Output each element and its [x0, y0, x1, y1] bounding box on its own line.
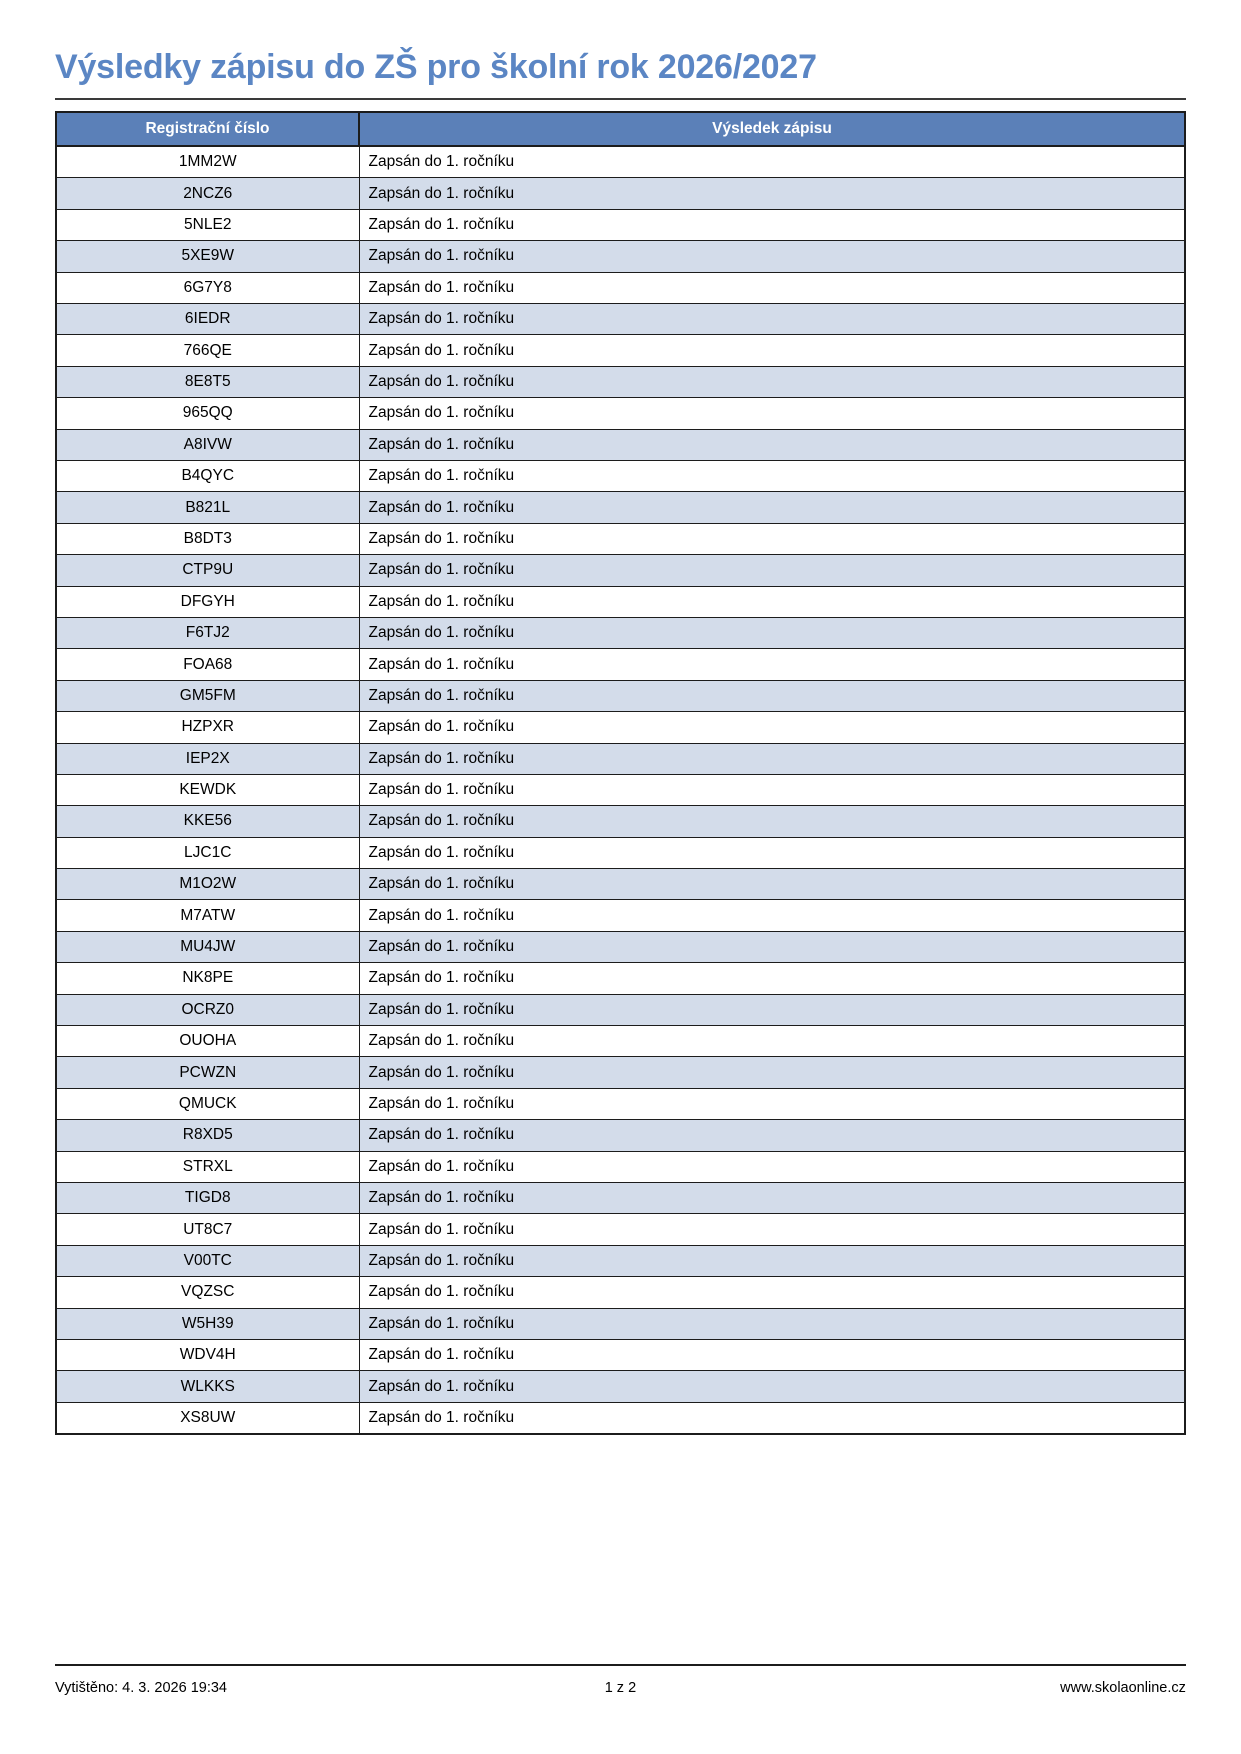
cell-result: Zapsán do 1. ročníku: [359, 1182, 1185, 1213]
page-footer: [55, 1664, 1186, 1696]
table-row: [56, 1402, 1185, 1434]
column-header-result: Výsledek zápisu: [359, 112, 1185, 146]
cell-result: Zapsán do 1. ročníku: [359, 1120, 1185, 1151]
table-row: [56, 523, 1185, 554]
cell-registration-number: WDV4H: [56, 1339, 359, 1370]
cell-result: Zapsán do 1. ročníku: [359, 680, 1185, 711]
table-row: [56, 209, 1185, 240]
table-row: [56, 146, 1185, 178]
table-row: [56, 461, 1185, 492]
table-row: [56, 492, 1185, 523]
table-row: [56, 304, 1185, 335]
cell-registration-number: 965QQ: [56, 398, 359, 429]
cell-registration-number: WLKKS: [56, 1371, 359, 1402]
table-row: [56, 1245, 1185, 1276]
cell-result: Zapsán do 1. ročníku: [359, 241, 1185, 272]
table-row: [56, 931, 1185, 962]
cell-result: Zapsán do 1. ročníku: [359, 617, 1185, 648]
table-row: [56, 1214, 1185, 1245]
cell-result: Zapsán do 1. ročníku: [359, 1057, 1185, 1088]
table-row: [56, 774, 1185, 805]
cell-registration-number: M1O2W: [56, 869, 359, 900]
table-row: [56, 429, 1185, 460]
table-row: [56, 1277, 1185, 1308]
cell-result: Zapsán do 1. ročníku: [359, 806, 1185, 837]
table-row: [56, 869, 1185, 900]
table-row: [56, 900, 1185, 931]
cell-result: Zapsán do 1. ročníku: [359, 1026, 1185, 1057]
cell-registration-number: W5H39: [56, 1308, 359, 1339]
cell-registration-number: R8XD5: [56, 1120, 359, 1151]
table-row: [56, 649, 1185, 680]
cell-result: Zapsán do 1. ročníku: [359, 869, 1185, 900]
cell-registration-number: TIGD8: [56, 1182, 359, 1213]
cell-result: Zapsán do 1. ročníku: [359, 931, 1185, 962]
table-row: [56, 1057, 1185, 1088]
cell-registration-number: DFGYH: [56, 586, 359, 617]
cell-registration-number: STRXL: [56, 1151, 359, 1182]
table-row: [56, 241, 1185, 272]
cell-registration-number: 8E8T5: [56, 366, 359, 397]
cell-result: Zapsán do 1. ročníku: [359, 398, 1185, 429]
footer-divider: [55, 1664, 1186, 1666]
cell-result: Zapsán do 1. ročníku: [359, 649, 1185, 680]
cell-result: Zapsán do 1. ročníku: [359, 774, 1185, 805]
table-row: [56, 963, 1185, 994]
cell-result: Zapsán do 1. ročníku: [359, 178, 1185, 209]
table-row: [56, 335, 1185, 366]
table-row: [56, 994, 1185, 1025]
cell-registration-number: XS8UW: [56, 1402, 359, 1434]
cell-registration-number: 5XE9W: [56, 241, 359, 272]
cell-result: Zapsán do 1. ročníku: [359, 272, 1185, 303]
cell-registration-number: GM5FM: [56, 680, 359, 711]
cell-result: Zapsán do 1. ročníku: [359, 1245, 1185, 1276]
table-row: [56, 586, 1185, 617]
table-row: [56, 1182, 1185, 1213]
table-row: [56, 178, 1185, 209]
table-row: [56, 398, 1185, 429]
cell-result: Zapsán do 1. ročníku: [359, 743, 1185, 774]
cell-result: Zapsán do 1. ročníku: [359, 1339, 1185, 1370]
cell-result: Zapsán do 1. ročníku: [359, 523, 1185, 554]
cell-registration-number: KEWDK: [56, 774, 359, 805]
cell-registration-number: V00TC: [56, 1245, 359, 1276]
cell-result: Zapsán do 1. ročníku: [359, 963, 1185, 994]
cell-registration-number: 5NLE2: [56, 209, 359, 240]
cell-result: Zapsán do 1. ročníku: [359, 1151, 1185, 1182]
cell-registration-number: 2NCZ6: [56, 178, 359, 209]
cell-registration-number: IEP2X: [56, 743, 359, 774]
cell-result: Zapsán do 1. ročníku: [359, 900, 1185, 931]
table-row: [56, 1120, 1185, 1151]
cell-registration-number: M7ATW: [56, 900, 359, 931]
cell-result: Zapsán do 1. ročníku: [359, 1371, 1185, 1402]
cell-registration-number: 766QE: [56, 335, 359, 366]
cell-registration-number: 1MM2W: [56, 146, 359, 178]
cell-result: Zapsán do 1. ročníku: [359, 335, 1185, 366]
enrollment-results-table: [55, 111, 1186, 1435]
title-divider: [55, 98, 1186, 100]
cell-result: Zapsán do 1. ročníku: [359, 994, 1185, 1025]
cell-result: Zapsán do 1. ročníku: [359, 1088, 1185, 1119]
cell-result: Zapsán do 1. ročníku: [359, 429, 1185, 460]
cell-registration-number: B8DT3: [56, 523, 359, 554]
cell-registration-number: UT8C7: [56, 1214, 359, 1245]
page-title: Výsledky zápisu do ZŠ pro školní rok 2026/2027: [55, 48, 817, 86]
table-row: [56, 555, 1185, 586]
cell-result: Zapsán do 1. ročníku: [359, 492, 1185, 523]
column-header-registration-number: Registrační číslo: [56, 112, 359, 146]
cell-registration-number: CTP9U: [56, 555, 359, 586]
table-row: [56, 272, 1185, 303]
cell-result: Zapsán do 1. ročníku: [359, 837, 1185, 868]
cell-result: Zapsán do 1. ročníku: [359, 146, 1185, 178]
cell-registration-number: QMUCK: [56, 1088, 359, 1119]
cell-result: Zapsán do 1. ročníku: [359, 461, 1185, 492]
table-row: [56, 712, 1185, 743]
table-row: [56, 806, 1185, 837]
cell-result: Zapsán do 1. ročníku: [359, 366, 1185, 397]
cell-registration-number: FOA68: [56, 649, 359, 680]
footer-page-number: 1 z 2: [604, 1680, 637, 1696]
cell-result: Zapsán do 1. ročníku: [359, 1277, 1185, 1308]
cell-registration-number: B4QYC: [56, 461, 359, 492]
cell-result: Zapsán do 1. ročníku: [359, 209, 1185, 240]
table-row: [56, 366, 1185, 397]
cell-registration-number: OUOHA: [56, 1026, 359, 1057]
cell-result: Zapsán do 1. ročníku: [359, 712, 1185, 743]
cell-result: Zapsán do 1. ročníku: [359, 1308, 1185, 1339]
cell-registration-number: VQZSC: [56, 1277, 359, 1308]
cell-registration-number: B821L: [56, 492, 359, 523]
cell-result: Zapsán do 1. ročníku: [359, 1214, 1185, 1245]
table-row: [56, 1026, 1185, 1057]
table-row: [56, 1371, 1185, 1402]
cell-registration-number: 6IEDR: [56, 304, 359, 335]
table-row: [56, 1339, 1185, 1370]
cell-result: Zapsán do 1. ročníku: [359, 1402, 1185, 1434]
cell-registration-number: LJC1C: [56, 837, 359, 868]
cell-registration-number: KKE56: [56, 806, 359, 837]
table-row: [56, 1151, 1185, 1182]
cell-registration-number: F6TJ2: [56, 617, 359, 648]
table-row: [56, 1308, 1185, 1339]
cell-registration-number: MU4JW: [56, 931, 359, 962]
cell-result: Zapsán do 1. ročníku: [359, 555, 1185, 586]
table-header: [56, 112, 1185, 146]
footer-printed-timestamp: Vytištěno: 4. 3. 2026 19:34: [55, 1680, 227, 1696]
table-row: [56, 743, 1185, 774]
cell-registration-number: PCWZN: [56, 1057, 359, 1088]
cell-result: Zapsán do 1. ročníku: [359, 304, 1185, 335]
table-row: [56, 617, 1185, 648]
cell-registration-number: OCRZ0: [56, 994, 359, 1025]
table-row: [56, 1088, 1185, 1119]
cell-registration-number: HZPXR: [56, 712, 359, 743]
cell-result: Zapsán do 1. ročníku: [359, 586, 1185, 617]
cell-registration-number: 6G7Y8: [56, 272, 359, 303]
table-row: [56, 837, 1185, 868]
table-body: [56, 146, 1185, 1434]
table-row: [56, 680, 1185, 711]
footer-content: [55, 1680, 1186, 1696]
footer-website: www.skolaonline.cz: [1060, 1680, 1186, 1696]
table-header-row: [56, 112, 1185, 146]
cell-registration-number: A8IVW: [56, 429, 359, 460]
cell-registration-number: NK8PE: [56, 963, 359, 994]
